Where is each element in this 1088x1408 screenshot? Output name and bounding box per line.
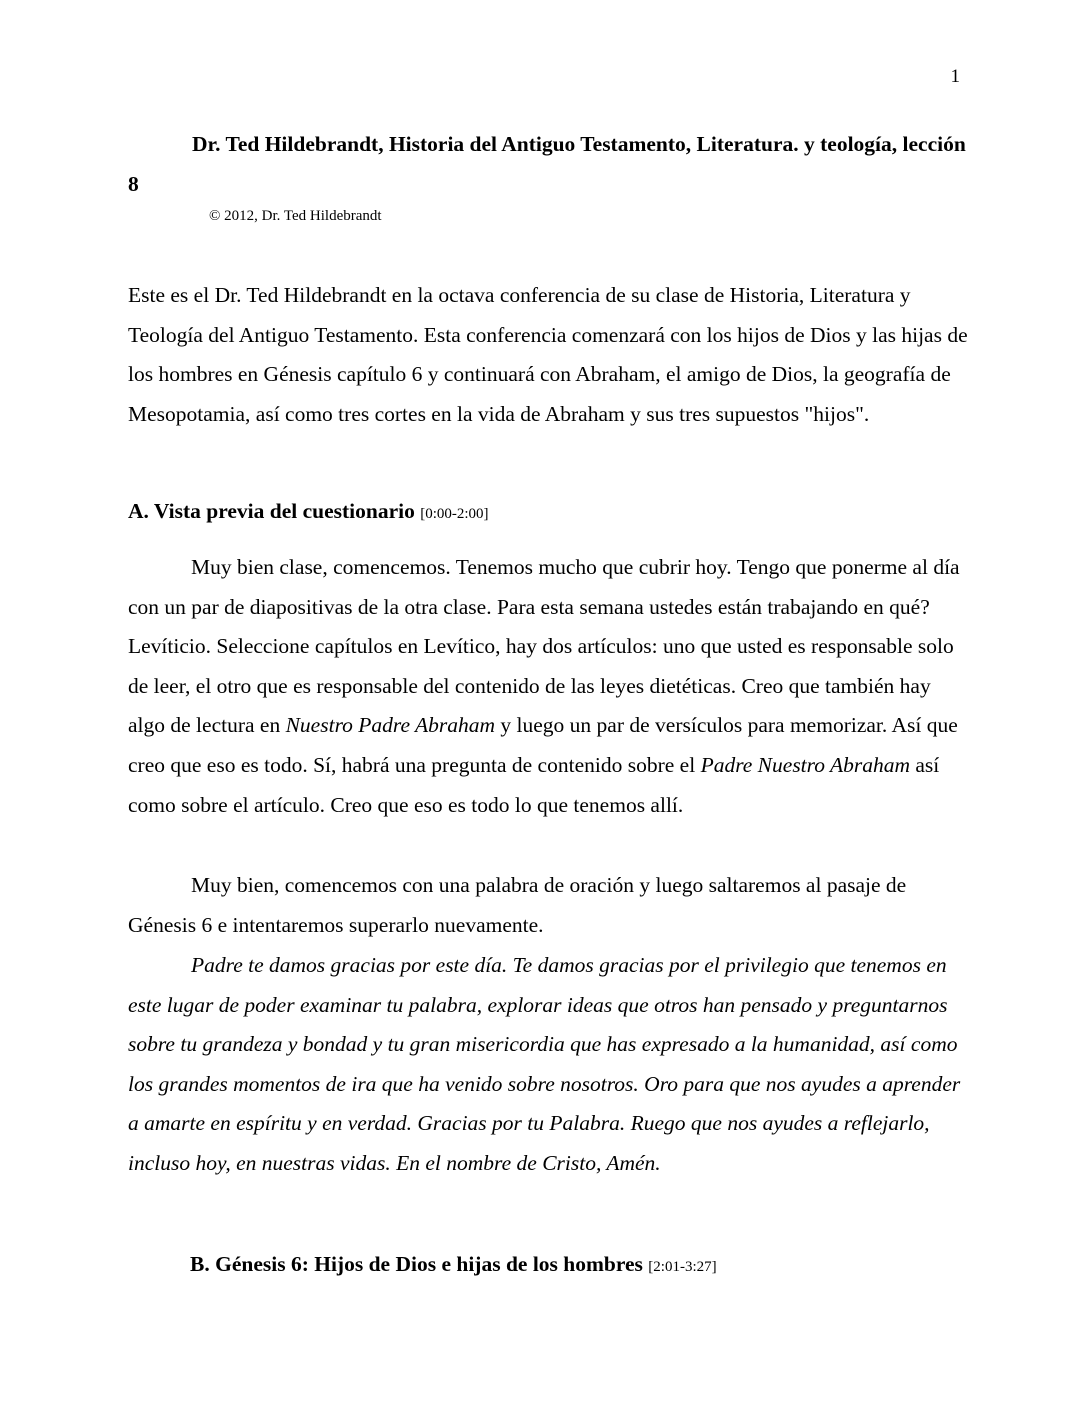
intro-paragraph: Este es el Dr. Ted Hildebrandt en la octava conferencia de su clase de Historia, Literatura y Teología del Antiguo Testamento. Esta conferencia comenzará con los hijos de Dios y las hijas de los hombres en Génesis capítulo 6 y continuará con Abraham, el amigo de Dios, la geografía de Mesopotamia, así como tres cortes en la vida de Abraham y sus tres supuestos "hijos". <box>128 283 968 426</box>
paragraph-1-text-3: así como sobre el artículo. Creo que eso es todo lo que tenemos allí. <box>128 752 940 817</box>
paragraph-1-text-2: y luego un par de versículos para memorizar. Así que creo que eso es todo. Sí, habrá una pregunta de contenido sobre el <box>128 713 958 777</box>
section-b-timestamp: [2:01-3:27] <box>648 1259 717 1275</box>
section-a-paragraph-1 <box>128 548 968 825</box>
section-b-heading <box>190 1249 717 1282</box>
section-a-paragraph-2: Muy bien, comencemos con una palabra de oración y luego saltaremos al pasaje de Génesis 6 e intentaremos superarlo nuevamente. <box>128 873 907 937</box>
book-title-2: Padre Nuestro Abraham <box>700 752 910 777</box>
page-number: 1 <box>950 66 960 87</box>
paragraph-1-text-1: Muy bien clase, comencemos. Tenemos mucho que cubrir hoy. Tengo que ponerme al día con un par de diapositivas de la otra clase. Para esta semana ustedes están trabajando en qué? Levíticio. Seleccione capítulos en Levítico, hay dos artículos: uno que usted es responsable solo de leer, el otro que es responsable del contenido de las leyes dietéticas. Creo que también hay algo de lectura en <box>128 555 960 738</box>
document-title: Dr. Ted Hildebrandt, Historia del Antiguo Testamento, Literatura. y teología, lección 8 <box>128 132 966 196</box>
section-a-timestamp: [0:00-2:00] <box>420 506 489 522</box>
book-title-1: Nuestro Padre Abraham <box>285 713 496 738</box>
copyright-notice: © 2012, Dr. Ted Hildebrandt <box>209 208 382 224</box>
section-a-heading <box>128 496 489 529</box>
section-a-title: A. Vista previa del cuestionario <box>128 499 415 523</box>
prayer-paragraph: Padre te damos gracias por este día. Te damos gracias por el privilegio que tenemos en este lugar de poder examinar tu palabra, explorar ideas que otros han pensado y preguntarnos sobre tu grandeza y bondad y tu gran misericordia que has expresado a la humanidad, así como los grandes momentos de ira que ha venido sobre nosotros. Oro para que nos ayudes a aprender a amarte en espíritu y en verdad. Gracias por tu Palabra. Ruego que nos ayudes a reflejarlo, incluso hoy, en nuestras vidas. En el nombre de Cristo, Amén. <box>128 953 961 1175</box>
section-b-title: B. Génesis 6: Hijos de Dios e hijas de los hombres <box>190 1252 643 1276</box>
